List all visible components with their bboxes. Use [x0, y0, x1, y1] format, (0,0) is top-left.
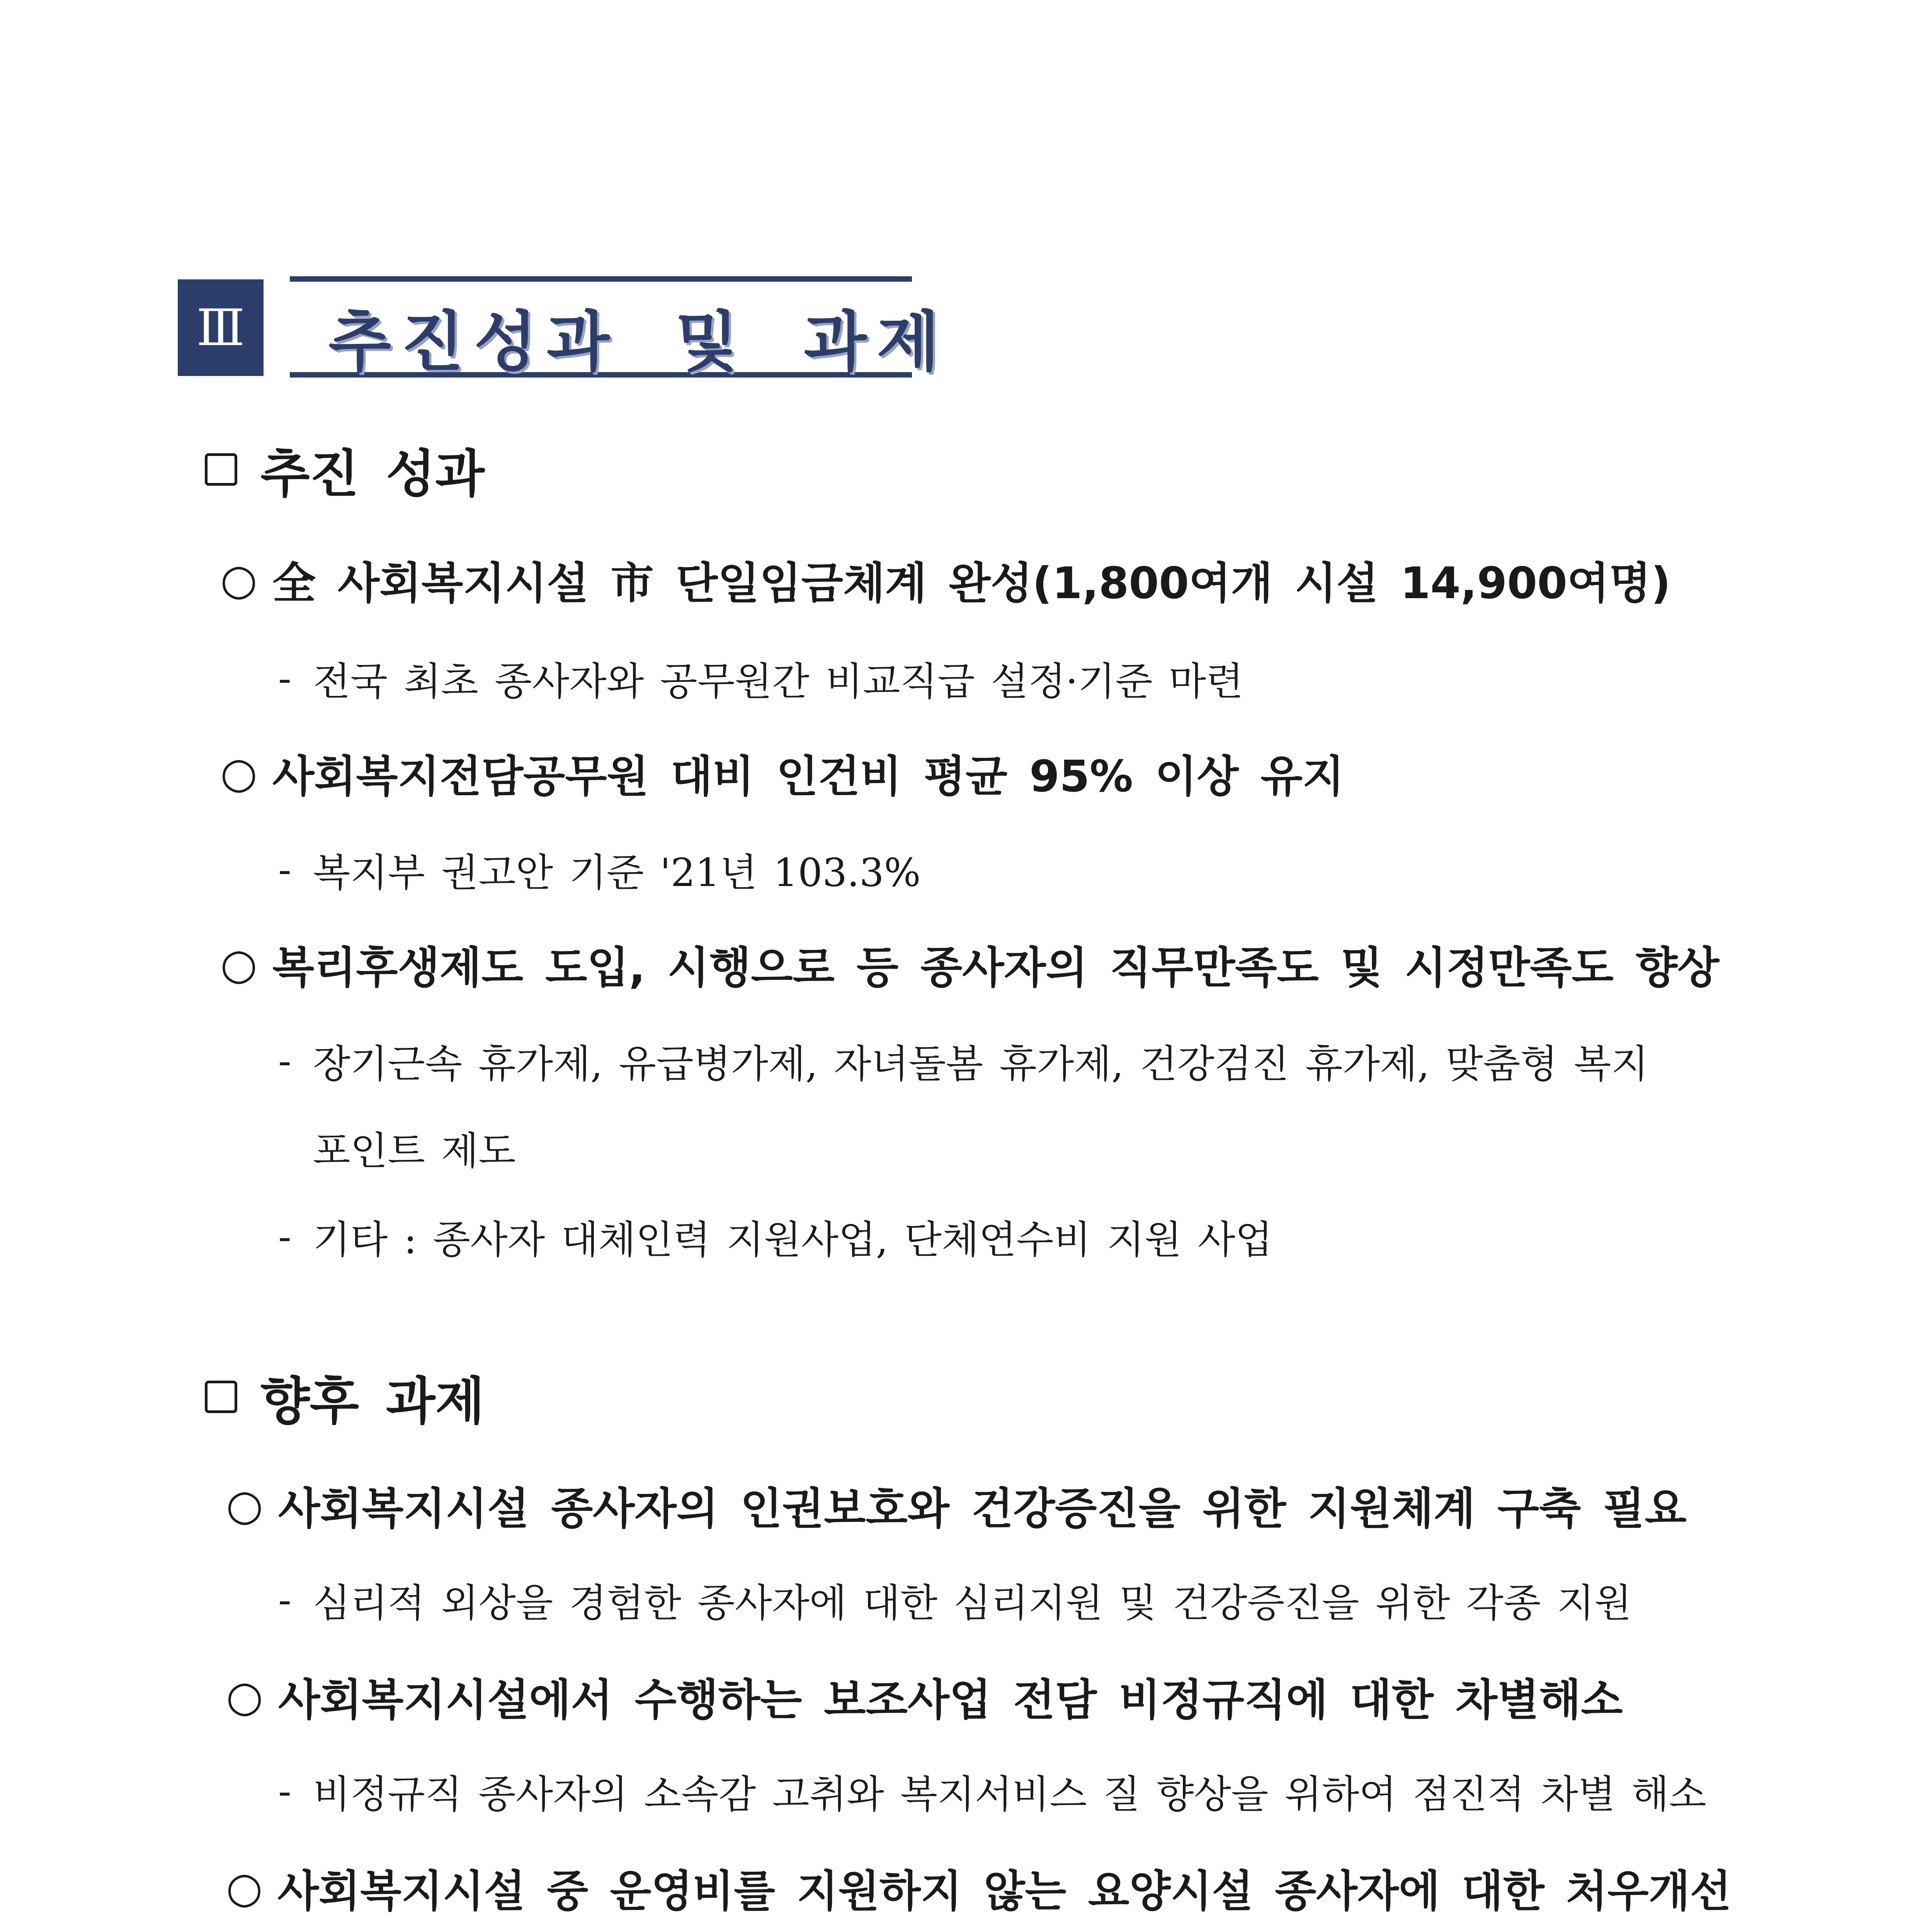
task-detail-text: 심리적 외상을 경험한 종사자에 대한 심리지원 및 건강증진을 위한 각종 지원	[313, 1580, 1632, 1626]
tasks-heading	[205, 1364, 485, 1430]
achievement-item	[220, 551, 1671, 609]
circle-bullet-icon: ○	[226, 1480, 263, 1530]
achievements-heading-text: 추진 성과	[260, 444, 485, 504]
achievement-item	[220, 935, 1719, 993]
dash-bullet: -	[278, 1038, 291, 1083]
achievement-item-text: 사회복지전담공무원 대비 인건비 평균 95% 이상 유지	[272, 751, 1344, 802]
task-item	[226, 1859, 1731, 1917]
task-detail	[278, 1575, 1631, 1625]
dash-bullet: -	[278, 1577, 291, 1622]
dash-bullet: -	[278, 1768, 291, 1814]
dash-bullet: -	[278, 1214, 291, 1259]
achievement-detail	[278, 844, 921, 895]
checkbox-icon	[205, 1381, 237, 1413]
task-item-text: 사회복지시설 중 운영비를 지원하지 않는 요양시설 종사자에 대한 처우개선	[277, 1866, 1732, 1917]
achievement-detail-text: 기타 : 종사자 대체인력 지원사업, 단체연수비 지원 사업	[313, 1217, 1273, 1262]
achievement-detail-text: 복지부 권고안 기준 '21년 103.3%	[313, 850, 921, 895]
section-number-badge: Ⅲ	[178, 279, 264, 376]
section-title: 추진성과 및 과제	[328, 304, 949, 380]
section-header	[178, 276, 949, 380]
circle-bullet-icon: ○	[226, 1863, 263, 1912]
circle-bullet-icon: ○	[226, 1672, 263, 1721]
circle-bullet-icon: ○	[220, 748, 257, 798]
achievement-detail	[278, 1036, 1648, 1086]
task-item-text: 사회복지시설에서 수행하는 보조사업 전담 비정규직에 대한 차별해소	[278, 1675, 1623, 1725]
dash-bullet: -	[278, 847, 291, 892]
task-item	[226, 1476, 1687, 1534]
achievement-item-text: 全 사회복지시설 市 단일임금체계 완성(1,800여개 시설 14,900여명)	[272, 558, 1671, 609]
circle-bullet-icon: ○	[220, 939, 257, 989]
achievement-detail	[278, 653, 1243, 703]
achievement-item	[220, 744, 1344, 802]
circle-bullet-icon: ○	[220, 555, 257, 604]
achievement-item-text: 복리후생제도 도입, 시행으로 등 종사자의 직무만족도 및 시정만족도 향상	[272, 942, 1720, 993]
achievement-detail-continuation: 포인트 제도	[313, 1128, 516, 1173]
task-detail-text: 비정규직 종사자의 소속감 고취와 복지서비스 질 향상을 위하여 점진적 차별 해소	[313, 1772, 1706, 1817]
achievement-detail	[278, 1211, 1272, 1262]
dash-bullet: -	[278, 655, 291, 701]
checkbox-icon	[205, 453, 237, 486]
task-detail	[278, 1766, 1706, 1816]
task-item-text: 사회복지시설 종사자의 인권보호와 건강증진을 위한 지원체계 구축 필요	[278, 1483, 1687, 1534]
section-title-frame	[290, 276, 949, 380]
achievements-heading	[205, 437, 485, 502]
achievement-detail-text: 전국 최초 종사자와 공무원간 비교직급 설정·기준 마련	[313, 659, 1243, 704]
achievement-detail-text: 장기근속 휴가제, 유급병가제, 자녀돌봄 휴가제, 건강검진 휴가제, 맞춤형 복지	[313, 1041, 1649, 1087]
task-item	[226, 1667, 1623, 1725]
tasks-heading-text: 향후 과제	[260, 1372, 485, 1431]
